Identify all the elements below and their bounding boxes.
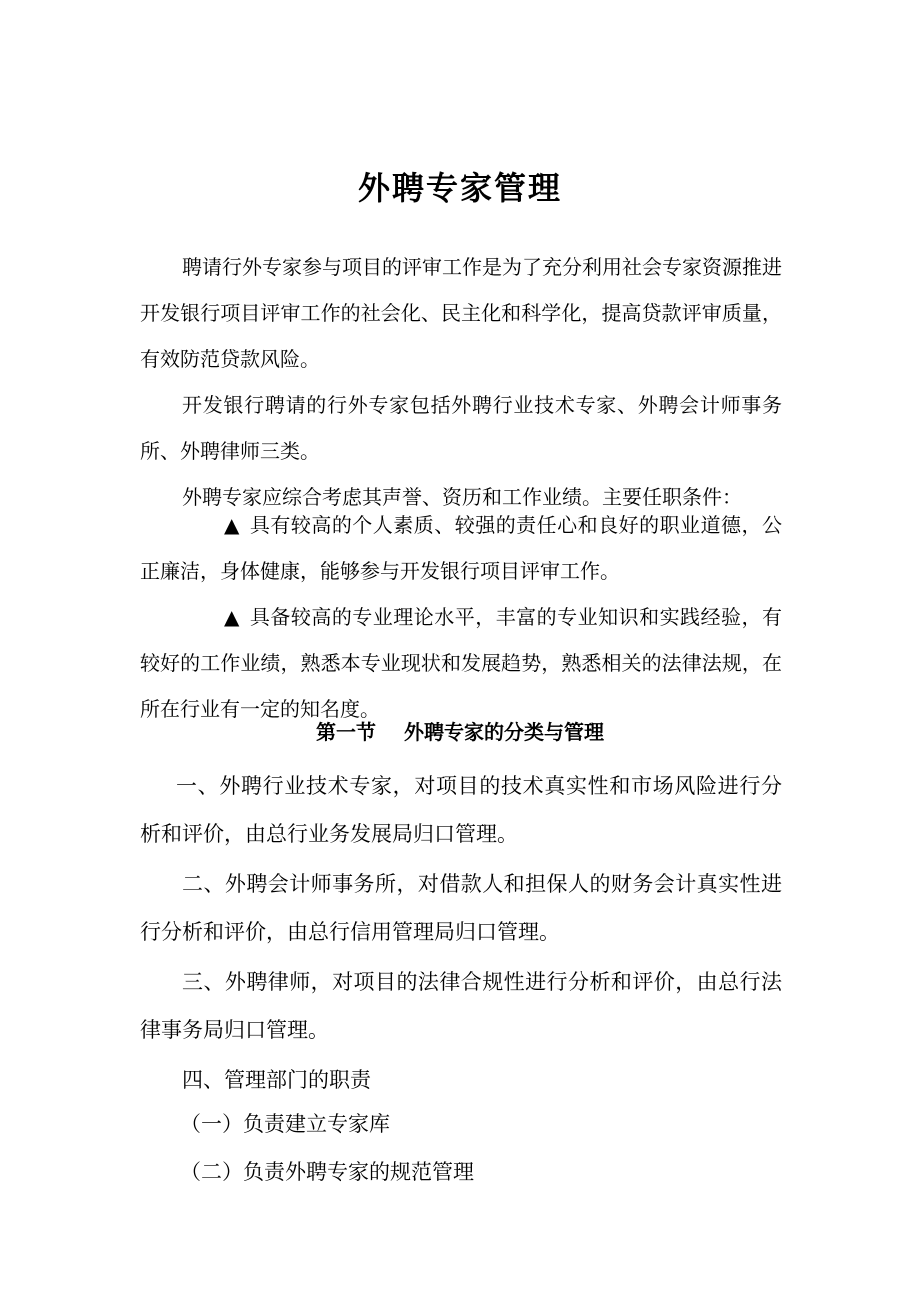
intro-paragraph: 外聘专家应综合考虑其声誉、资历和工作业绩。主要任职条件： — [182, 485, 742, 509]
condition-text: 具备较高的专业理论水平，丰富的专业知识和实践经验，有较好的工作业绩，熟悉本专业现状和发展趋势，熟悉相关的法律法规，在所在行业有一定的知名度。 — [140, 605, 782, 721]
triangle-bullet-icon: ▲ — [224, 605, 240, 629]
category-item: 一、外聘行业技术专家，对项目的技术真实性和市场风险进行分析和评价，由总行业务发展局归口管理。 — [140, 774, 782, 846]
intro-paragraph: 开发银行聘请的行外专家包括外聘行业技术专家、外聘会计师事务所、外聘律师三类。 — [140, 393, 782, 463]
condition-item — [140, 594, 782, 732]
condition-text: 具有较高的个人素质、较强的责任心和良好的职业道德，公正廉洁，身体健康，能够参与开发银行项目评审工作。 — [140, 513, 782, 583]
document-title: 外聘专家管理 — [357, 169, 562, 207]
section-number: 第一节 — [316, 720, 376, 744]
section-heading — [0, 716, 920, 745]
triangle-bullet-icon: ▲ — [224, 513, 240, 537]
section-title: 外聘专家的分类与管理 — [404, 720, 604, 744]
duty-item: （二）负责外聘专家的规范管理 — [180, 1160, 474, 1184]
categories-list — [140, 762, 782, 1106]
condition-item — [140, 502, 782, 594]
category-item: 二、外聘会计师事务所，对借款人和担保人的财务会计真实性进行分析和评价，由总行信用管理局归口管理。 — [140, 872, 782, 944]
category-item: 四、管理部门的职责 — [182, 1068, 371, 1092]
conditions-list — [140, 502, 782, 732]
duty-item: （一）负责建立专家库 — [180, 1112, 390, 1136]
intro-section — [140, 244, 782, 520]
category-item: 三、外聘律师，对项目的法律合规性进行分析和评价，由总行法律事务局归口管理。 — [140, 970, 782, 1042]
intro-paragraph: 聘请行外专家参与项目的评审工作是为了充分利用社会专家资源推进开发银行项目评审工作的社会化、民主化和科学化，提高贷款评审质量，有效防范贷款风险。 — [140, 255, 782, 371]
